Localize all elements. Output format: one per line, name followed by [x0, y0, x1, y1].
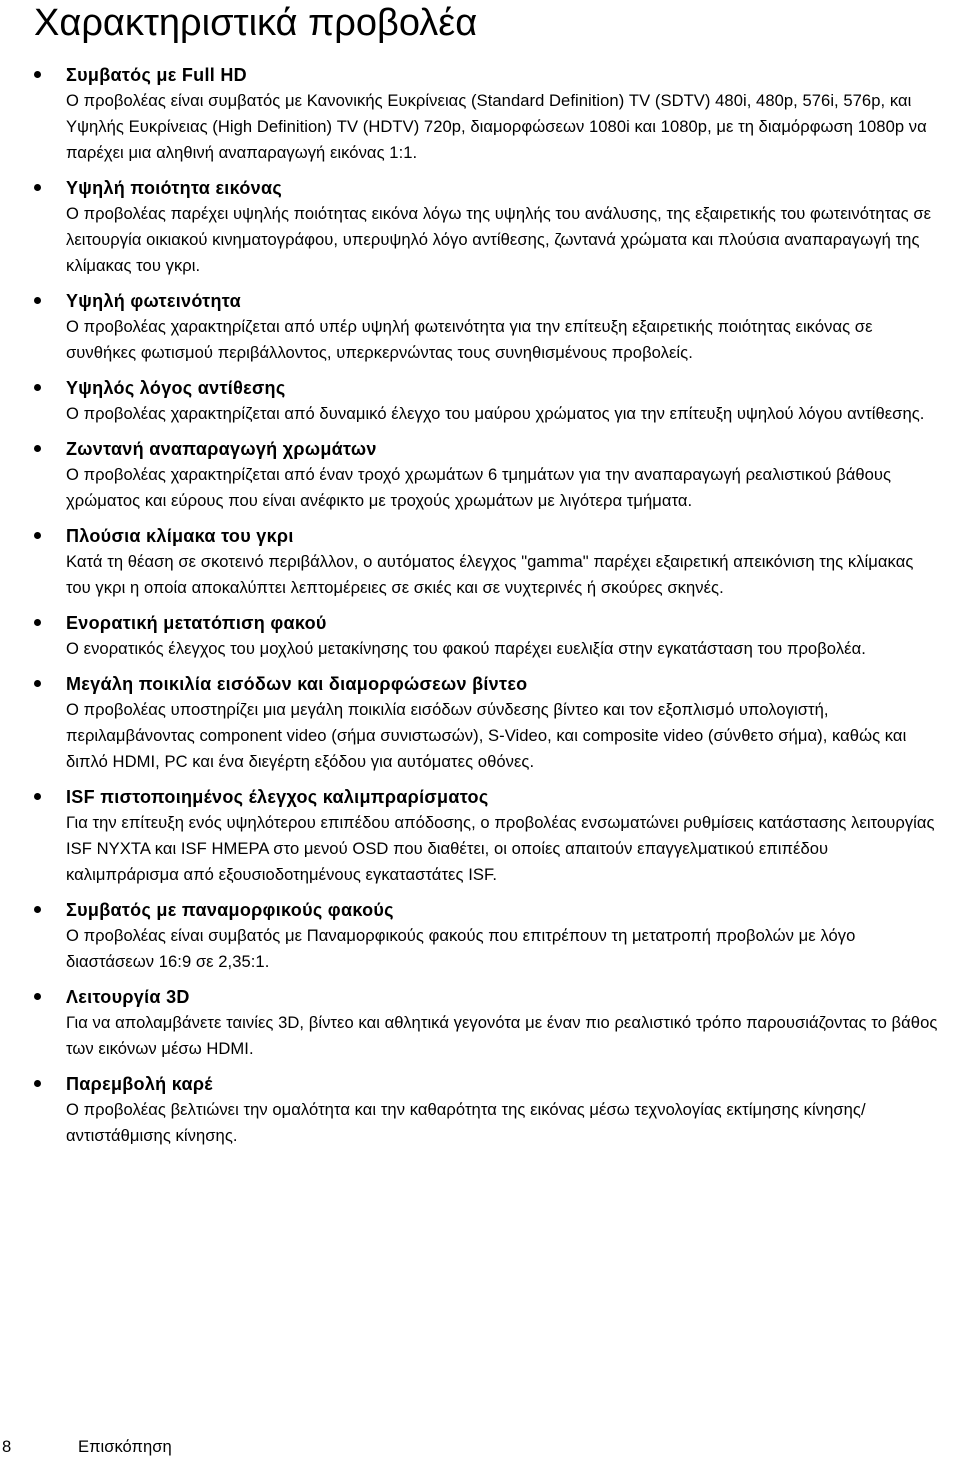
page-footer: [0, 1437, 960, 1461]
feature-image-quality: [0, 175, 960, 279]
feature-text: Για την επίτευξη ενός υψηλότερου επιπέδου απόδοσης, ο προβολέας ενσωματώνει ρυθμίσεις κατάστασης λειτουργίας ISF ΝΥΧΤΑ και ISF ΗΜΕΡΑ στο μενού OSD που διαθέτει, οι οποίες απαιτούν επαγγελματικού επιπέδου καλιμπράρισμα από εξουσιοδοτημένους εγκαταστάτες ISF.: [66, 813, 935, 884]
feature-heading: Συμβατός με Full HD: [66, 65, 247, 85]
feature-heading: Λειτουργία 3D: [66, 987, 190, 1007]
bullet-icon: [34, 384, 41, 391]
feature-text: Ο προβολέας είναι συμβατός με Παναμορφικούς φακούς που επιτρέπουν τη μετατροπή προβολών με λόγο διαστάσεων 16:9 σε 2,35:1.: [66, 926, 856, 971]
page-title: Χαρακτηριστικά προβολέα: [34, 2, 478, 44]
feature-grayscale: [0, 523, 960, 601]
feature-heading: ISF πιστοποιημένος έλεγχος καλιμπραρίσματος: [66, 787, 489, 807]
bullet-icon: [34, 184, 41, 191]
feature-brightness: [0, 288, 960, 366]
feature-heading: Μεγάλη ποικιλία εισόδων και διαμορφώσεων βίντεο: [66, 674, 528, 694]
feature-anamorphic-lens: [0, 897, 960, 975]
feature-text: Ο προβολέας χαρακτηρίζεται από έναν τροχό χρωμάτων 6 τμημάτων για την αναπαραγωγή ρεαλιστικού βάθους χρώματος και εύρους που είναι ανέφικτο με τροχούς χρωμάτων με λιγότερα τμήματα.: [66, 465, 892, 510]
page-number: 8: [2, 1437, 12, 1456]
feature-isf-calibration: [0, 784, 960, 888]
section-name: Επισκόπηση: [78, 1437, 172, 1456]
feature-text: Για να απολαμβάνετε ταινίες 3D, βίντεο και αθλητικά γεγονότα με έναν πιο ρεαλιστικό τρόπο παρουσιάζοντας το βάθος των εικόνων μέσω HDMI.: [66, 1013, 938, 1058]
feature-frame-interpolation: [0, 1071, 960, 1149]
feature-lens-shift: [0, 610, 960, 662]
bullet-icon: [34, 993, 41, 1000]
feature-heading: Υψηλή ποιότητα εικόνας: [66, 178, 282, 198]
feature-heading: Ζωντανή αναπαραγωγή χρωμάτων: [66, 439, 377, 459]
feature-text: Ο προβολέας παρέχει υψηλής ποιότητας εικόνα λόγω της υψηλής του ανάλυσης, της εξαιρετικής του φωτεινότητας σε λειτουργία οικιακού κινηματογράφου, υπερυψηλό λόγο αντίθεσης, ζωντανά χρώματα και πλούσια αναπαραγωγή της κλίμακας του γκρι.: [66, 204, 932, 275]
bullet-icon: [34, 532, 41, 539]
feature-color-reproduction: [0, 436, 960, 514]
bullet-icon: [34, 1080, 41, 1087]
feature-text: Ο προβολέας είναι συμβατός με Κανονικής Ευκρίνειας (Standard Definition) TV (SDTV) 480i, 480p, 576i, 576p, και Υψηλής Ευκρίνειας (High Definition) TV (HDTV) 720p, διαμορφώσεων 1080i και 1080p, με τη διαμόρφωση 1080p να παρέχει μια αληθινή αναπαραγωγή εικόνας 1:1.: [66, 91, 927, 162]
feature-heading: Συμβατός με παναμορφικούς φακούς: [66, 900, 394, 920]
bullet-icon: [34, 619, 41, 626]
bullet-icon: [34, 297, 41, 304]
feature-video-inputs: [0, 671, 960, 775]
feature-text: Ο προβολέας βελτιώνει την ομαλότητα και την καθαρότητα της εικόνας μέσω τεχνολογίας εκτίμησης κίνησης/αντιστάθμισης κίνησης.: [66, 1100, 866, 1145]
feature-heading: Πλούσια κλίμακα του γκρι: [66, 526, 294, 546]
bullet-icon: [34, 793, 41, 800]
feature-heading: Υψηλός λόγος αντίθεσης: [66, 378, 286, 398]
feature-text: Ο ενορατικός έλεγχος του μοχλού μετακίνησης του φακού παρέχει ευελιξία στην εγκατάσταση του προβολέα.: [66, 639, 866, 658]
bullet-icon: [34, 445, 41, 452]
feature-list: [0, 62, 960, 1158]
bullet-icon: [34, 680, 41, 687]
feature-3d: [0, 984, 960, 1062]
bullet-icon: [34, 906, 41, 913]
feature-heading: Παρεμβολή καρέ: [66, 1074, 213, 1094]
feature-heading: Υψηλή φωτεινότητα: [66, 291, 241, 311]
feature-full-hd: [0, 62, 960, 166]
feature-text: Ο προβολέας χαρακτηρίζεται από υπέρ υψηλή φωτεινότητα για την επίτευξη εξαιρετικής ποιότητας εικόνας σε συνθήκες φωτισμού περιβάλλοντος, υπερκερνώντας τους συνηθισμένους προβολείς.: [66, 317, 873, 362]
feature-heading: Ενορατική μετατόπιση φακού: [66, 613, 327, 633]
feature-text: Ο προβολέας υποστηρίζει μια μεγάλη ποικιλία εισόδων σύνδεσης βίντεο και τον εξοπλισμό υπολογιστή, περιλαμβάνοντας component video (σήμα συνιστωσών), S-Video, και composite video (σύνθετο σήμα), καθώς και διπλό HDMI, PC και ένα διεγέρτη εξόδου για αυτόματες οθόνες.: [66, 700, 907, 771]
feature-contrast: [0, 375, 960, 427]
feature-text: Ο προβολέας χαρακτηρίζεται από δυναμικό έλεγχο του μαύρου χρώματος για την επίτευξη υψηλού λόγου αντίθεσης.: [66, 404, 925, 423]
bullet-icon: [34, 71, 41, 78]
feature-text: Κατά τη θέαση σε σκοτεινό περιβάλλον, ο αυτόματος έλεγχος "gamma" παρέχει εξαιρετική απεικόνιση της κλίμακας του γκρι η οποία αποκαλύπτει λεπτομέρειες σε σκιές και σε νυχτερινές ή σκούρες σκηνές.: [66, 552, 914, 597]
